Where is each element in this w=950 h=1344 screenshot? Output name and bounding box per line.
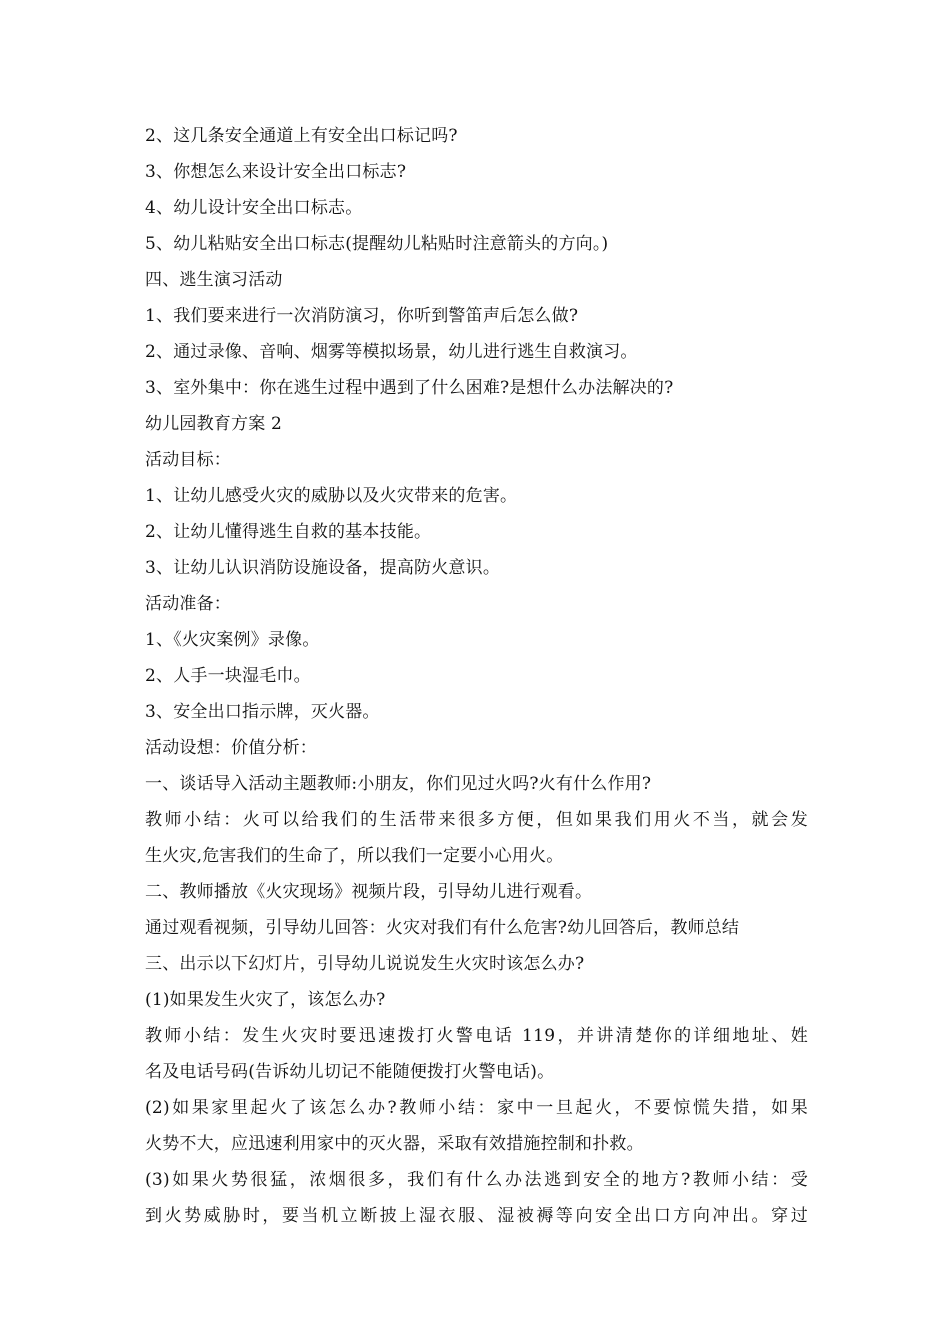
- text-line: 2、这几条安全通道上有安全出口标记吗?: [145, 126, 458, 146]
- text-line: 到火势威胁时，要当机立断披上湿衣服、湿被褥等向安全出口方向冲出。穿过: [145, 1206, 808, 1226]
- section-heading: 活动设想：价值分析：: [145, 738, 317, 758]
- text-line: 教师小结：火可以给我们的生活带来很多方便，但如果我们用火不当，就会发: [145, 810, 808, 830]
- text-line: 1、我们要来进行一次消防演习，你听到警笛声后怎么做?: [145, 306, 579, 326]
- text-line: 3、安全出口指示牌，灭火器。: [145, 702, 380, 722]
- text-line: 通过观看视频，引导幼儿回答：火灾对我们有什么危害?幼儿回答后，教师总结: [145, 918, 740, 938]
- text-line: 名及电话号码(告诉幼儿切记不能随便拨打火警电话)。: [145, 1062, 555, 1082]
- text-line: 火势不大，应迅速利用家中的灭火器，采取有效措施控制和扑救。: [145, 1134, 644, 1154]
- document-body: [145, 118, 808, 1234]
- text-line: 4、幼儿设计安全出口标志。: [145, 198, 363, 218]
- text-line: (3)如果火势很猛，浓烟很多，我们有什么办法逃到安全的地方?教师小结：受: [145, 1170, 808, 1190]
- text-line: 3、让幼儿认识消防设施设备，提高防火意识。: [145, 558, 501, 578]
- text-line: 2、人手一块湿毛巾。: [145, 666, 311, 686]
- text-line: 教师小结：发生火灾时要迅速拨打火警电话 119，并讲清楚你的详细地址、姓: [145, 1026, 808, 1046]
- text-line: (2)如果家里起火了该怎么办?教师小结：家中一旦起火，不要惊慌失措，如果: [145, 1098, 808, 1118]
- text-line: 生火灾,危害我们的生命了，所以我们一定要小心用火。: [145, 846, 564, 866]
- text-line: 5、幼儿粘贴安全出口标志(提醒幼儿粘贴时注意箭头的方向。): [145, 234, 609, 254]
- section-heading: 活动准备：: [145, 594, 231, 614]
- section-heading: 活动目标：: [145, 450, 231, 470]
- text-line: 2、通过录像、音响、烟雾等模拟场景，幼儿进行逃生自救演习。: [145, 342, 638, 362]
- text-line: 3、室外集中：你在逃生过程中遇到了什么困难?是想什么办法解决的?: [145, 378, 674, 398]
- text-line: 1、《火灾案例》录像。: [145, 630, 320, 650]
- text-line: 三、出示以下幻灯片，引导幼儿说说发生火灾时该怎么办?: [145, 954, 585, 974]
- text-line: 二、教师播放《火灾现场》视频片段，引导幼儿进行观看。: [145, 882, 593, 902]
- text-line: (1)如果发生火灾了，该怎么办?: [145, 990, 386, 1010]
- text-line: 2、让幼儿懂得逃生自救的基本技能。: [145, 522, 432, 542]
- text-line: 3、你想怎么来设计安全出口标志?: [145, 162, 407, 182]
- text-line: 一、谈话导入活动主题教师:小朋友，你们见过火吗?火有什么作用?: [145, 774, 652, 794]
- section-heading: 四、逃生演习活动: [145, 270, 283, 290]
- plan-title: 幼儿园教育方案 2: [145, 414, 283, 434]
- text-line: 1、让幼儿感受火灾的威胁以及火灾带来的危害。: [145, 486, 518, 506]
